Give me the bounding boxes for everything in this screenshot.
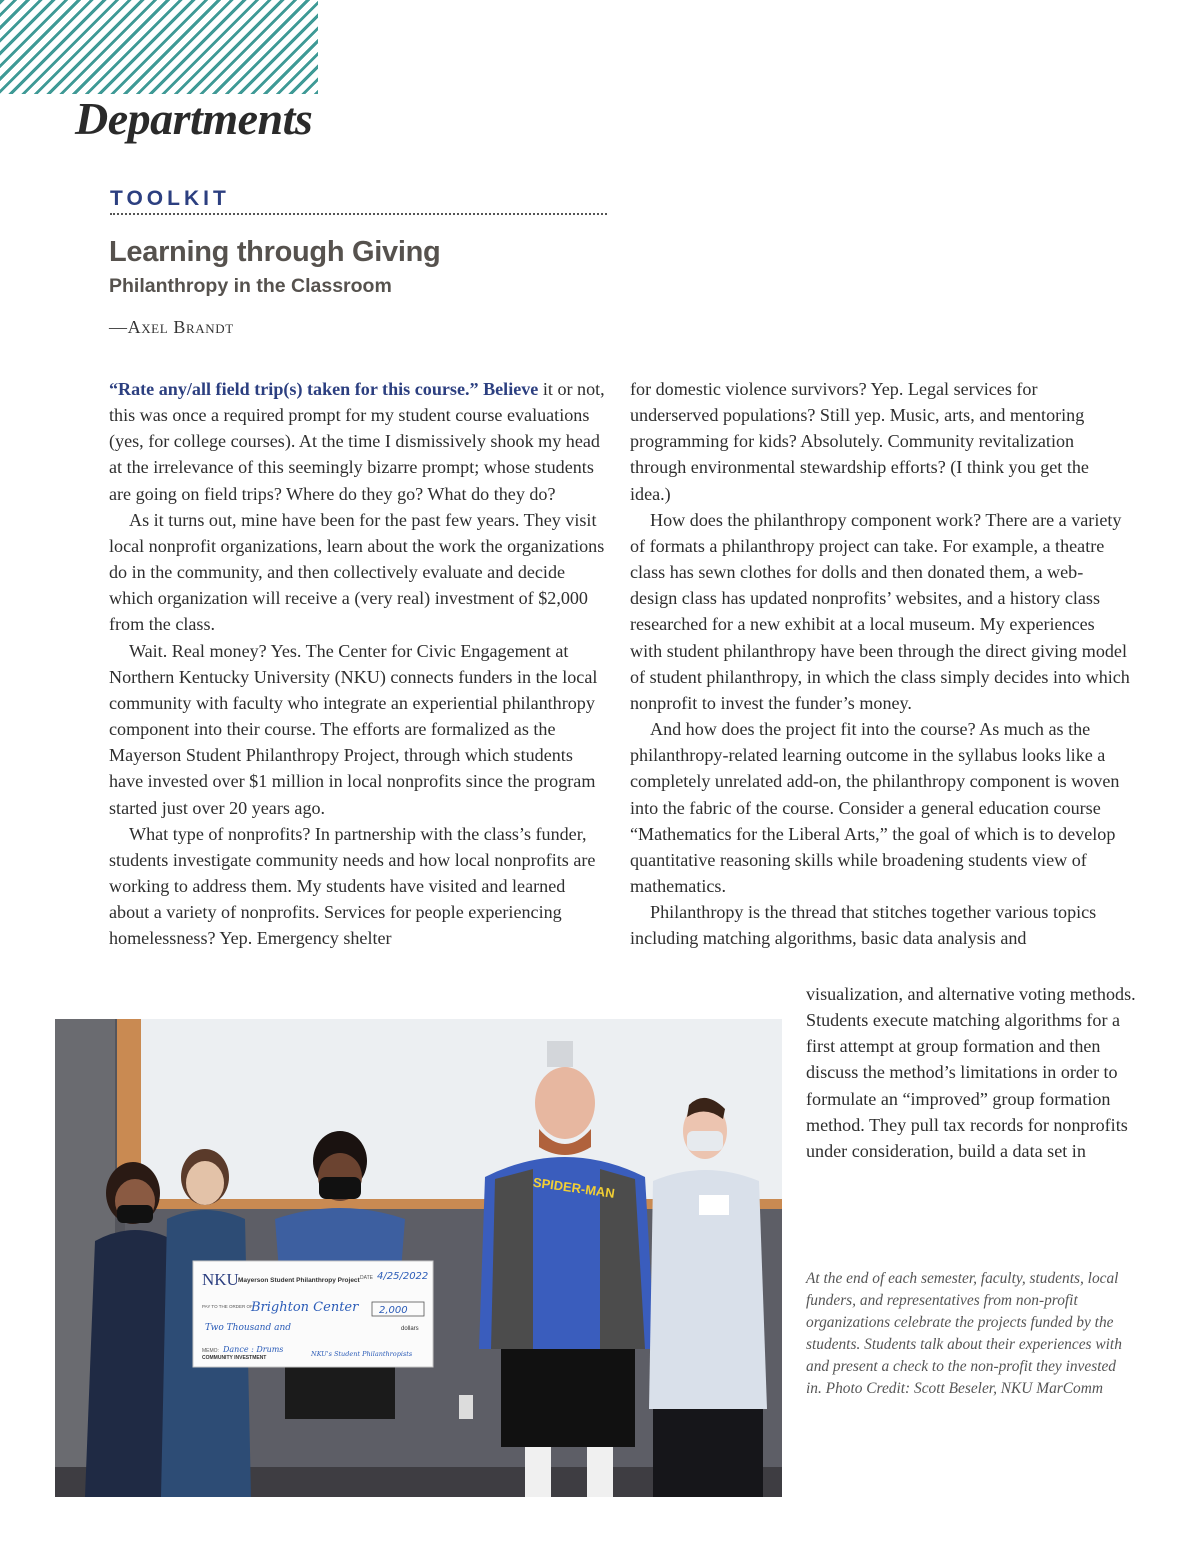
article-title: Learning through Giving: [109, 236, 441, 268]
article-byline: —Axel Brandt: [109, 317, 234, 337]
department-heading: Departments: [75, 93, 313, 144]
event-photo: [55, 1019, 782, 1497]
check-signature: NKU's Student Philanthropists: [311, 1350, 413, 1358]
check-logo: NKU: [202, 1270, 239, 1289]
body-column-left: [109, 376, 609, 951]
body-column-right: [630, 376, 1130, 951]
presentation-check: [193, 1261, 433, 1367]
check-payee: Brighton Center: [251, 1300, 359, 1315]
paragraph-3: Wait. Real money? Yes. The Center for Civic Engagement at Northern Kentucky University (NKU) connects funders in the local community with faculty who integrate an experiential philanthropy component into their course. The efforts are formalized as the Mayerson Student Philanthropy Project, through which students have invested over $1 million in local nonprofits since the program started just over 20 years ago.: [109, 640, 598, 818]
photo-caption: At the end of each semester, faculty, students, local funders, and representatives from non-profit organizations celebrate the projects funded by the students. Students talk about their experiences with and present a check to the non-profit they invested in. Photo Credit: Scott Beseler, NKU MarComm: [806, 1270, 1122, 1397]
paragraph-2: As it turns out, mine have been for the past few years. They visit local nonprofit organizations, learn about the work the organizations do in the community, and then collectively evaluate and decide which organization will receive a (very real) investment of $2,000 from the class.: [109, 509, 605, 635]
shirt-text: SPIDER-MAN: [532, 1174, 616, 1201]
check-memo: Dance : Drums: [223, 1345, 284, 1354]
check-investment-label: COMMUNITY INVESTMENT: [202, 1355, 267, 1361]
check-dollars-label: dollars: [401, 1326, 419, 1332]
paragraph-6: How does the philanthropy component work? There are a variety of formats a philanthropy project can take. For example, a theatre class has sewn clothes for dolls and then donated them, a web-design class has updated nonprofits’ websites, and a history class researched for a new exhibit at a local museum. My experiences with student philanthropy have been through the direct giving model of student philanthropy, in which the class simply decides into which nonprofit to invest the funder’s money.: [630, 509, 1130, 713]
paragraph-5: for domestic violence survivors? Yep. Legal services for underserved populations? Still yep. Music, arts, and mentoring programming for kids? Absolutely. Community revitalization through environmental stewardship efforts? (I think you get the idea.): [630, 379, 1089, 504]
paragraph-4: What type of nonprofits? In partnership with the class’s funder, students investigate community needs and how local nonprofits are working to address them. My students have visited and learned about a variety of nonprofits. Services for people experiencing homelessness? Yep. Emergency shelter: [109, 823, 596, 949]
paragraph-9: visualization, and alternative voting methods. Students execute matching algorithms for a first attempt at group formation and then discuss the method’s limitations in order to formulate an “improved” group formation method. They pull tax records for nonprofits under consideration, build a data set in: [806, 984, 1136, 1161]
paragraph-8: Philanthropy is the thread that stitches together various topics including matching algorithms, basic data analysis and: [630, 902, 1097, 949]
article-subtitle: Philanthropy in the Classroom: [109, 275, 392, 297]
body-column-continuation: [806, 981, 1136, 1164]
check-amount: 2,000: [379, 1305, 408, 1316]
check-payto-label: PAY TO THE ORDER OF: [202, 1304, 253, 1309]
section-divider: [110, 213, 607, 215]
lead-quote: “Rate any/all field trip(s) taken for this course.” Believe: [109, 379, 539, 399]
check-written-amount: Two Thousand and: [205, 1323, 292, 1333]
paragraph-1: “Rate any/all field trip(s) taken for this course.” Believe it or not, this was once a required prompt for my student course evaluations (yes, for college courses). At the time I dismissively shook my head at the irrelevance of this seemingly bizarre prompt; whose students are going on field trips? Where do they go? What do they do?: [109, 379, 605, 504]
section-label: TOOLKIT: [110, 187, 230, 210]
check-date-label: DATE: [360, 1275, 373, 1281]
check-date: 4/25/2022: [377, 1271, 429, 1282]
paragraph-7: And how does the project fit into the course? As much as the philanthropy-related learning outcome in the syllabus looks like a completely unrelated add-on, the philanthropy component is woven into the fabric of the course. Consider a general education course “Mathematics for the Liberal Arts,” the goal of which is to develop quantitative reasoning skills while broadening students view of mathematics.: [630, 719, 1120, 896]
check-memo-label: MEMO:: [202, 1348, 219, 1354]
header-hatch-pattern: [0, 0, 318, 94]
check-program: Mayerson Student Philanthropy Project: [238, 1277, 360, 1284]
